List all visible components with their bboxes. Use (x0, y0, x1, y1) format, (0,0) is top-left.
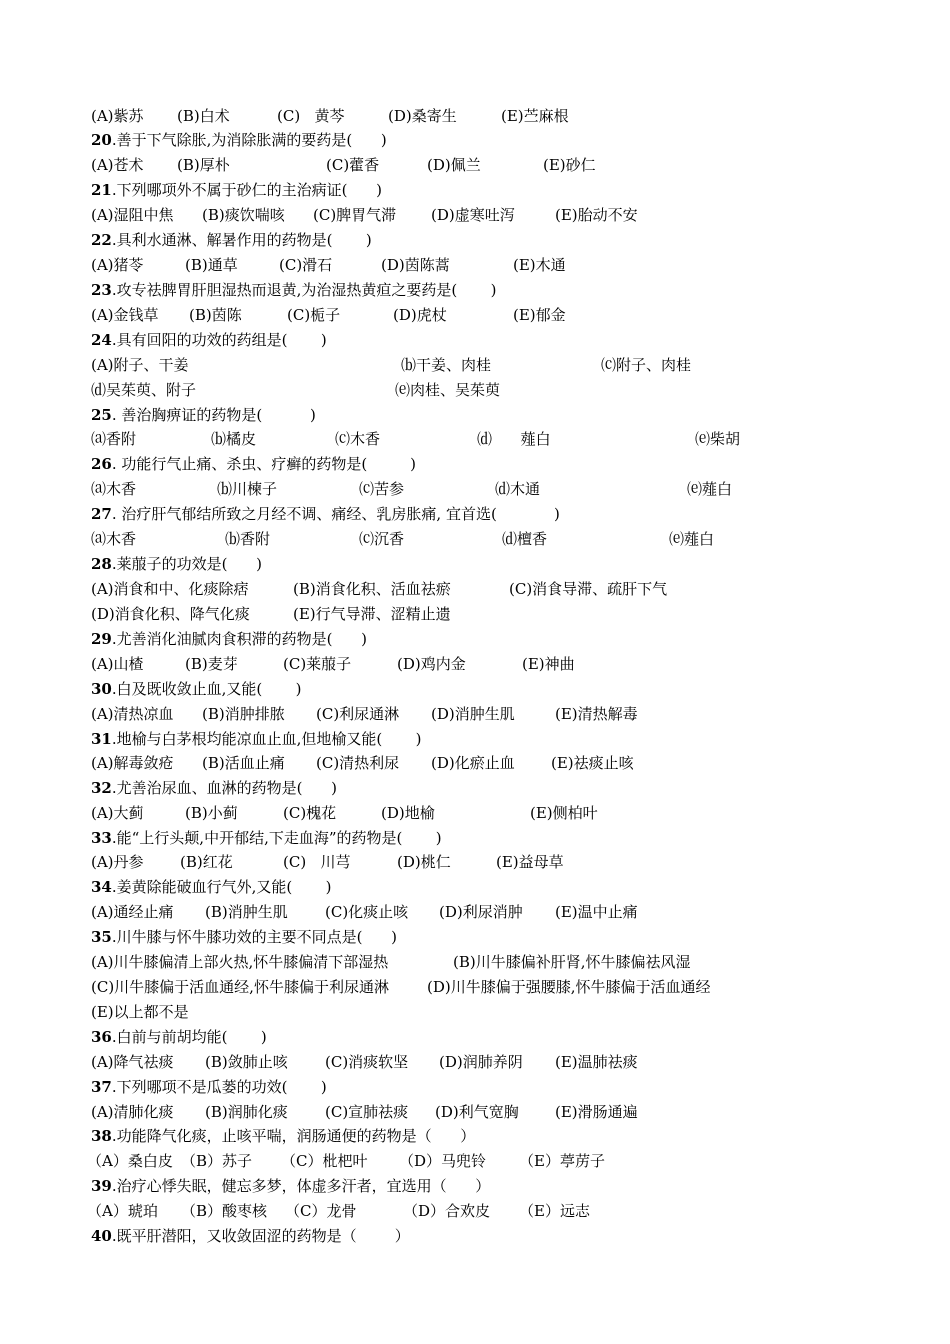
answer-option: (A)苍术 (91, 156, 144, 174)
answer-option: (C)滑石 (279, 256, 333, 274)
question-text: .姜黄除能破血行气外,又能( ) (111, 878, 332, 896)
answer-option: (B)润肺化痰 (205, 1103, 288, 1121)
question-number: 24 (91, 331, 112, 349)
answer-option: (C)消食导滞、疏肝下气 (509, 580, 668, 598)
question-number: 20 (91, 131, 112, 149)
answer-option: (E)砂仁 (543, 156, 596, 174)
question-number: 25 (91, 406, 112, 424)
answer-option: （A）桑白皮 (87, 1152, 173, 1170)
answer-option: (D)地榆 (381, 804, 435, 822)
answer-option: (C) 黄芩 (277, 107, 345, 125)
answer-option: ⒝香附 (225, 530, 271, 548)
answer-option: ⒞附子、肉桂 (601, 356, 692, 374)
question-line (91, 926, 397, 948)
question-text: .能“上行头颠,中开郁结,下走血海”的药物是( ) (111, 829, 442, 847)
answer-option: （B）苏子 (181, 1152, 253, 1170)
options-line (91, 304, 871, 326)
answer-option: (B)厚朴 (177, 156, 230, 174)
question-number: 33 (91, 829, 112, 847)
question-line (91, 1076, 327, 1098)
answer-option: (A)紫苏 (91, 107, 144, 125)
question-text: .白前与前胡均能( ) (111, 1028, 267, 1046)
answer-option: (E)温中止痛 (555, 903, 638, 921)
options-line (91, 752, 871, 774)
answer-option: ⒝干姜、肉桂 (401, 356, 492, 374)
answer-option: ⒜木香 (91, 480, 137, 498)
answer-option: ⒟木通 (495, 480, 541, 498)
answer-option: (B)通草 (185, 256, 238, 274)
answer-option: (B)茵陈 (189, 306, 242, 324)
answer-option: (E)祛痰止咳 (551, 754, 634, 772)
answer-option: (C)清热利尿 (316, 754, 400, 772)
answer-option: (B)麦芽 (185, 655, 238, 673)
answer-option: (E)以上都不是 (91, 1003, 189, 1021)
question-number: 39 (91, 1177, 112, 1195)
answer-option: (E)木通 (513, 256, 566, 274)
question-number: 35 (91, 928, 112, 946)
question-number: 21 (91, 181, 112, 199)
answer-option: (A)大蓟 (91, 804, 144, 822)
question-text: . 治疗肝气郁结所致之月经不调、痛经、乳房胀痛, 宜首选( ) (111, 505, 560, 523)
answer-option: (E)郁金 (513, 306, 566, 324)
answer-option: (C)利尿通淋 (316, 705, 400, 723)
question-number: 23 (91, 281, 112, 299)
options-line (91, 1101, 871, 1123)
answer-option: (D)佩兰 (427, 156, 481, 174)
options-line (91, 528, 871, 550)
question-text: .善于下气除胀,为消除胀满的要药是( ) (111, 131, 387, 149)
question-line (91, 1225, 410, 1247)
question-line (91, 553, 262, 575)
question-line (91, 1125, 475, 1147)
answer-option: (E)神曲 (522, 655, 575, 673)
answer-option: (D)茵陈蒿 (381, 256, 450, 274)
question-number: 37 (91, 1078, 112, 1096)
question-number: 31 (91, 730, 112, 748)
answer-option: （D）合欢皮 (403, 1202, 491, 1220)
answer-option: （E）远志 (519, 1202, 590, 1220)
answer-option: (D)桃仁 (397, 853, 451, 871)
answer-option: (D)桑寄生 (388, 107, 457, 125)
answer-option: (D)鸡内金 (397, 655, 466, 673)
options-line (91, 603, 871, 625)
answer-option: （B）酸枣核 (181, 1202, 268, 1220)
answer-option: ⒠薤白 (669, 530, 715, 548)
answer-option: (A)通经止痛 (91, 903, 174, 921)
answer-option: (B)小蓟 (185, 804, 238, 822)
answer-option: ⒞木香 (335, 430, 381, 448)
answer-option: (D)利气宽胸 (435, 1103, 519, 1121)
answer-option: (A)猪苓 (91, 256, 144, 274)
answer-option: (E)滑肠通遍 (555, 1103, 638, 1121)
answer-option: (E)温肺祛痰 (555, 1053, 638, 1071)
answer-option: (B)红花 (180, 853, 233, 871)
question-number: 40 (91, 1227, 112, 1245)
question-line (91, 1175, 490, 1197)
answer-option: (E)苎麻根 (501, 107, 569, 125)
answer-option: (C)化痰止咳 (325, 903, 409, 921)
question-number: 34 (91, 878, 112, 896)
answer-option: (E)益母草 (496, 853, 564, 871)
options-line (91, 976, 871, 998)
question-line (91, 279, 497, 301)
answer-option: (B)消肿排脓 (202, 705, 285, 723)
question-number: 27 (91, 505, 112, 523)
answer-option: (D)虎杖 (393, 306, 447, 324)
answer-option: (C)宣肺祛痰 (325, 1103, 409, 1121)
options-line (91, 428, 871, 450)
question-number: 29 (91, 630, 112, 648)
question-line (91, 453, 416, 475)
question-line (91, 628, 367, 650)
answer-option: ⒠肉桂、吴茱萸 (395, 381, 501, 399)
question-line (91, 329, 327, 351)
answer-option: (A)降气祛痰 (91, 1053, 174, 1071)
answer-option: ⒟吴茱萸、附子 (91, 381, 197, 399)
answer-option: (A)清热凉血 (91, 705, 174, 723)
answer-option: (B)痰饮喘咳 (202, 206, 285, 224)
question-line (91, 179, 382, 201)
question-number: 28 (91, 555, 112, 573)
question-line (91, 876, 332, 898)
question-line (91, 777, 337, 799)
answer-option: (B)川牛膝偏补肝肾,怀牛膝偏祛风湿 (453, 953, 691, 971)
answer-option: (D)消食化积、降气化痰 (91, 605, 250, 623)
answer-option: (B)敛肺止咳 (205, 1053, 288, 1071)
question-text: .功能降气化痰，止咳平喘，润肠通便的药物是（ ） (111, 1127, 476, 1145)
answer-option: (C)川牛膝偏于活血通经,怀牛膝偏于利尿通淋 (91, 978, 389, 996)
answer-option: ⒝川楝子 (217, 480, 278, 498)
answer-option: ⒜木香 (91, 530, 137, 548)
answer-option: (C)槐花 (283, 804, 337, 822)
answer-option: (D)润肺养阴 (439, 1053, 523, 1071)
answer-option: (B)消肿生肌 (205, 903, 288, 921)
question-number: 36 (91, 1028, 112, 1046)
question-text: .下列哪项不是瓜蒌的功效( ) (111, 1078, 327, 1096)
answer-option: (C)消痰软坚 (325, 1053, 409, 1071)
answer-option: (D)化瘀止血 (431, 754, 515, 772)
answer-option: ⒠薤白 (687, 480, 733, 498)
question-number: 22 (91, 231, 112, 249)
answer-option: (D)川牛膝偏于强腰膝,怀牛膝偏于活血通经 (427, 978, 711, 996)
answer-option: (B)白术 (177, 107, 230, 125)
answer-option: (C)栀子 (287, 306, 341, 324)
answer-option: (C)脾胃气滞 (313, 206, 397, 224)
answer-option: (C)藿香 (326, 156, 380, 174)
question-number: 38 (91, 1127, 112, 1145)
options-line (91, 703, 871, 725)
options-line (91, 1001, 871, 1023)
options-line (87, 1150, 871, 1172)
question-number: 30 (91, 680, 112, 698)
options-line (91, 204, 871, 226)
answer-option: (E)胎动不安 (555, 206, 638, 224)
question-text: .地榆与白茅根均能凉血止血,但地榆又能( ) (111, 730, 422, 748)
question-text: .莱菔子的功效是( ) (111, 555, 262, 573)
answer-option: (A)川牛膝偏清上部火热,怀牛膝偏清下部湿热 (91, 953, 389, 971)
answer-option: (A)清肺化痰 (91, 1103, 174, 1121)
answer-option: （D）马兜铃 (399, 1152, 487, 1170)
question-text: .尤善治尿血、血淋的药物是( ) (111, 779, 337, 797)
answer-option: (A)附子、干姜 (91, 356, 189, 374)
answer-option: (E)行气导滞、涩精止遗 (293, 605, 451, 623)
answer-option: ⒝橘皮 (211, 430, 257, 448)
answer-option: (A)山楂 (91, 655, 144, 673)
options-line (91, 254, 871, 276)
answer-option: (A)金钱草 (91, 306, 159, 324)
answer-option: (A)湿阻中焦 (91, 206, 174, 224)
answer-option: (B)活血止痛 (202, 754, 285, 772)
question-line (91, 827, 442, 849)
question-text: .治疗心悸失眠，健忘多梦，体虚多汗者，宜选用（ ） (111, 1177, 491, 1195)
answer-option: (A)消食和中、化痰除痞 (91, 580, 249, 598)
answer-option: （C）枇杷叶 (281, 1152, 368, 1170)
question-text: .下列哪项外不属于砂仁的主治病证( ) (111, 181, 382, 199)
question-line (91, 404, 316, 426)
question-line (91, 129, 387, 151)
answer-option: （C）龙骨 (285, 1202, 357, 1220)
question-line (91, 1026, 267, 1048)
question-line (91, 503, 560, 525)
answer-option: (A)丹参 (91, 853, 144, 871)
options-line (87, 1200, 871, 1222)
answer-option: (D)消肿生肌 (431, 705, 515, 723)
answer-option: (E)侧柏叶 (530, 804, 598, 822)
question-text: .白及既收敛止血,又能( ) (111, 680, 302, 698)
answer-option: （E）葶苈子 (519, 1152, 605, 1170)
question-text: . 功能行气止痛、杀虫、疗癣的药物是( ) (111, 455, 417, 473)
answer-option: (E)清热解毒 (555, 705, 638, 723)
answer-option: ⒟檀香 (502, 530, 548, 548)
answer-option: (C) 川芎 (283, 853, 351, 871)
options-line (91, 379, 871, 401)
question-line (91, 728, 422, 750)
answer-option: (D)利尿消肿 (439, 903, 523, 921)
question-text: .攻专祛脾胃肝胆湿热而退黄,为治湿热黄疸之要药是( ) (111, 281, 497, 299)
question-text: .具有回阳的功效的药组是( ) (111, 331, 327, 349)
answer-option: ⒠柴胡 (695, 430, 741, 448)
answer-option: ⒜香附 (91, 430, 137, 448)
answer-option: ⒞苦参 (359, 480, 405, 498)
options-line (91, 354, 871, 376)
options-line (91, 802, 871, 824)
question-text: .既平肝潜阳，又收敛固涩的药物是（ ） (111, 1227, 410, 1245)
options-line (91, 1051, 871, 1073)
question-line (91, 229, 372, 251)
options-line (91, 951, 871, 973)
question-text: .尤善消化油腻肉食积滞的药物是( ) (111, 630, 367, 648)
answer-option: (D)虚寒吐泻 (431, 206, 515, 224)
question-text: .川牛膝与怀牛膝功效的主要不同点是( ) (111, 928, 397, 946)
question-number: 32 (91, 779, 112, 797)
options-line (91, 851, 871, 873)
answer-option: ⒟ 薤白 (477, 430, 551, 448)
options-line (91, 901, 871, 923)
options-line (91, 578, 871, 600)
question-text: . 善治胸痹证的药物是( ) (111, 406, 316, 424)
options-line (91, 105, 871, 127)
question-number: 26 (91, 455, 112, 473)
question-line (91, 678, 302, 700)
question-text: .具利水通淋、解暑作用的药物是( ) (111, 231, 372, 249)
options-line (91, 653, 871, 675)
answer-option: (C)莱菔子 (283, 655, 352, 673)
options-line (91, 154, 871, 176)
answer-option: (B)消食化积、活血祛瘀 (293, 580, 451, 598)
answer-option: ⒞沉香 (359, 530, 405, 548)
options-line (91, 478, 871, 500)
answer-option: （A）琥珀 (87, 1202, 158, 1220)
answer-option: (A)解毒敛疮 (91, 754, 174, 772)
